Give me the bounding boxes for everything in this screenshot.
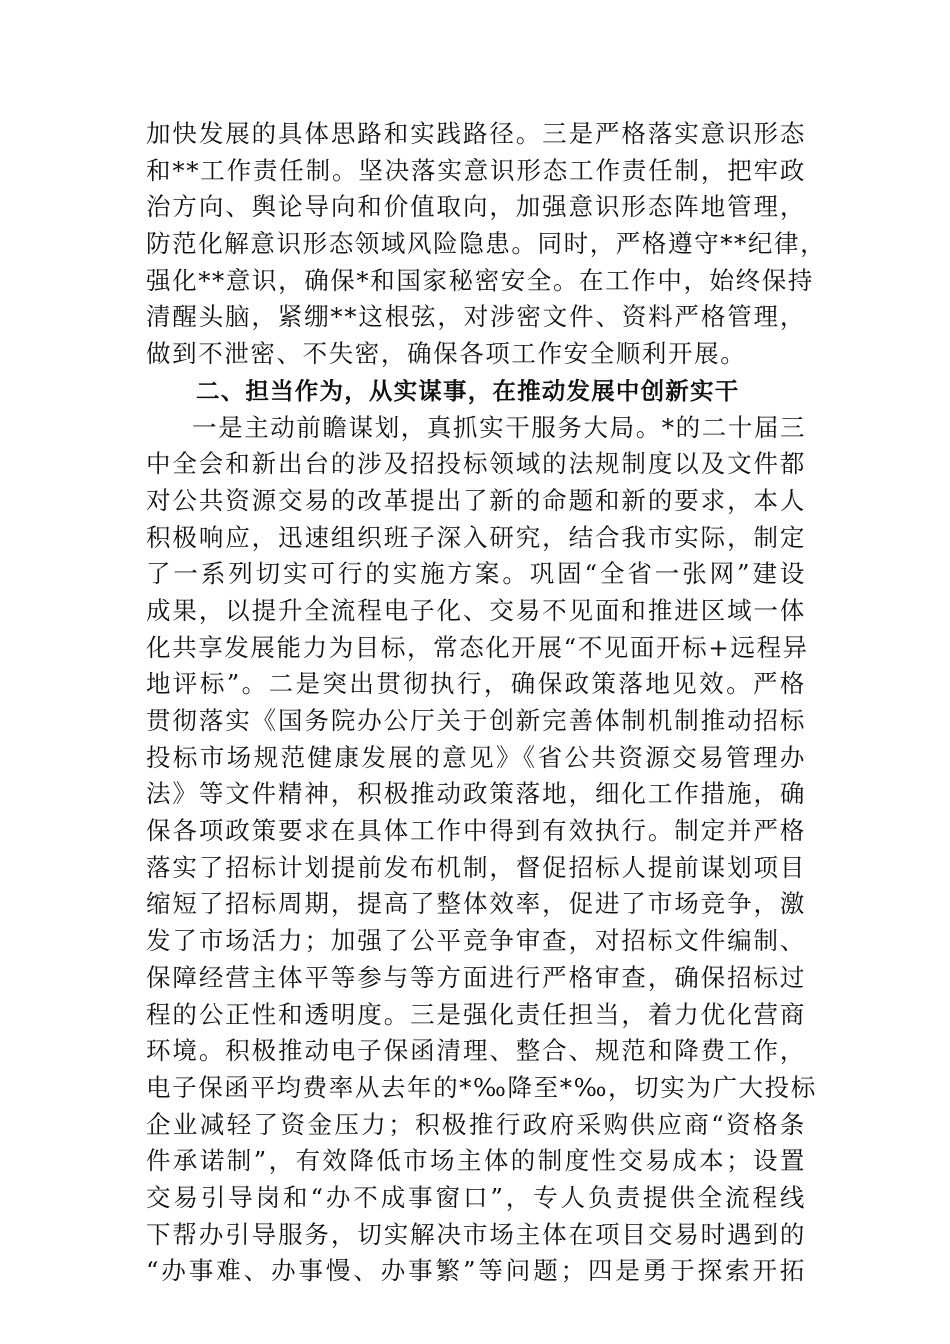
text-line: 缩短了招标周期，提高了整体效率，促进了市场竞争，激 [146,889,806,919]
text-line: 保各项政策要求在具体工作中得到有效执行。制定并严格 [146,816,806,846]
text-line: 化共享发展能力为目标，常态化开展“不见面开标+远程异 [146,632,809,662]
text-line: 成果，以提升全流程电子化、交易不见面和推进区域一体 [146,595,806,625]
text-line: “办事难、办事慢、办事繁”等问题；四是勇于探索开拓 [146,1256,806,1286]
text-line: 下帮办引导服务，切实解决市场主体在项目交易时遇到的 [146,1219,806,1249]
text-line: 贯彻落实《国务院办公厅关于创新完善体制机制推动招标 [146,706,806,735]
text-line: 积极响应，迅速组织班子深入研究，结合我市实际，制定 [146,522,806,552]
text-line: 落实了招标计划提前发布机制，督促招标人提前谋划项目 [146,852,806,882]
text-line: 治方向、舆论导向和价值取向，加强意识形态阵地管理， [146,192,806,222]
paragraph-main [146,410,817,1291]
text-line: 了一系列切实可行的实施方案。巩固“全省一张网”建设 [146,559,806,589]
text-line: 企业减轻了资金压力；积极推行政府采购供应商“资格条 [146,1109,806,1139]
text-line: 强化**意识，确保*和国家秘密安全。在工作中，始终保持 [146,265,814,295]
text-line: 法》等文件精神，积极推动政策落地，细化工作措施，确 [146,779,806,809]
text-line: 件承诺制”，有效降低市场主体的制度性交易成本；设置 [146,1146,806,1176]
text-line: 程的公正性和透明度。三是强化责任担当，着力优化营商 [146,999,806,1029]
text-line: 和**工作责任制。坚决落实意识形态工作责任制，把牢政 [146,155,806,185]
text-line: 加快发展的具体思路和实践路径。三是严格落实意识形态 [146,119,806,148]
section-heading: 二、担当作为，从实谋事，在推动发展中创新实干 [196,376,740,405]
text-line: 交易引导岗和“办不成事窗口”，专人负责提供全流程线 [146,1182,806,1212]
text-line: 做到不泄密、不失密，确保各项工作安全顺利开展。 [146,339,747,369]
paragraph-continued [146,116,827,373]
text-line: 发了市场活力；加强了公平竞争审查，对招标文件编制、 [146,926,806,956]
document-body [146,116,827,1290]
text-line: 一是主动前瞻谋划，真抓实干服务大局。*的二十届三 [192,412,807,442]
text-line: 地评标”。二是突出贯彻执行，确保政策落地见效。严格 [146,669,806,699]
text-line: 中全会和新出台的涉及招投标领域的法规制度以及文件都 [146,449,806,479]
text-line: 投标市场规范健康发展的意见》《省公共资源交易管理办 [146,742,806,772]
text-line: 对公共资源交易的改革提出了新的命题和新的要求，本人 [146,485,806,515]
text-line: 清醒头脑，紧绷**这根弦，对涉密文件、资料严格管理， [146,302,806,332]
text-line: 保障经营主体平等参与等方面进行严格审查，确保招标过 [146,962,806,992]
text-line: 防范化解意识形态领域风险隐患。同时，严格遵守**纪律， [146,229,827,259]
text-line: 电子保函平均费率从去年的*‰降至*‰，切实为广大投标 [146,1072,817,1102]
text-line: 环境。积极推动电子保函清理、整合、规范和降费工作， [146,1036,806,1066]
